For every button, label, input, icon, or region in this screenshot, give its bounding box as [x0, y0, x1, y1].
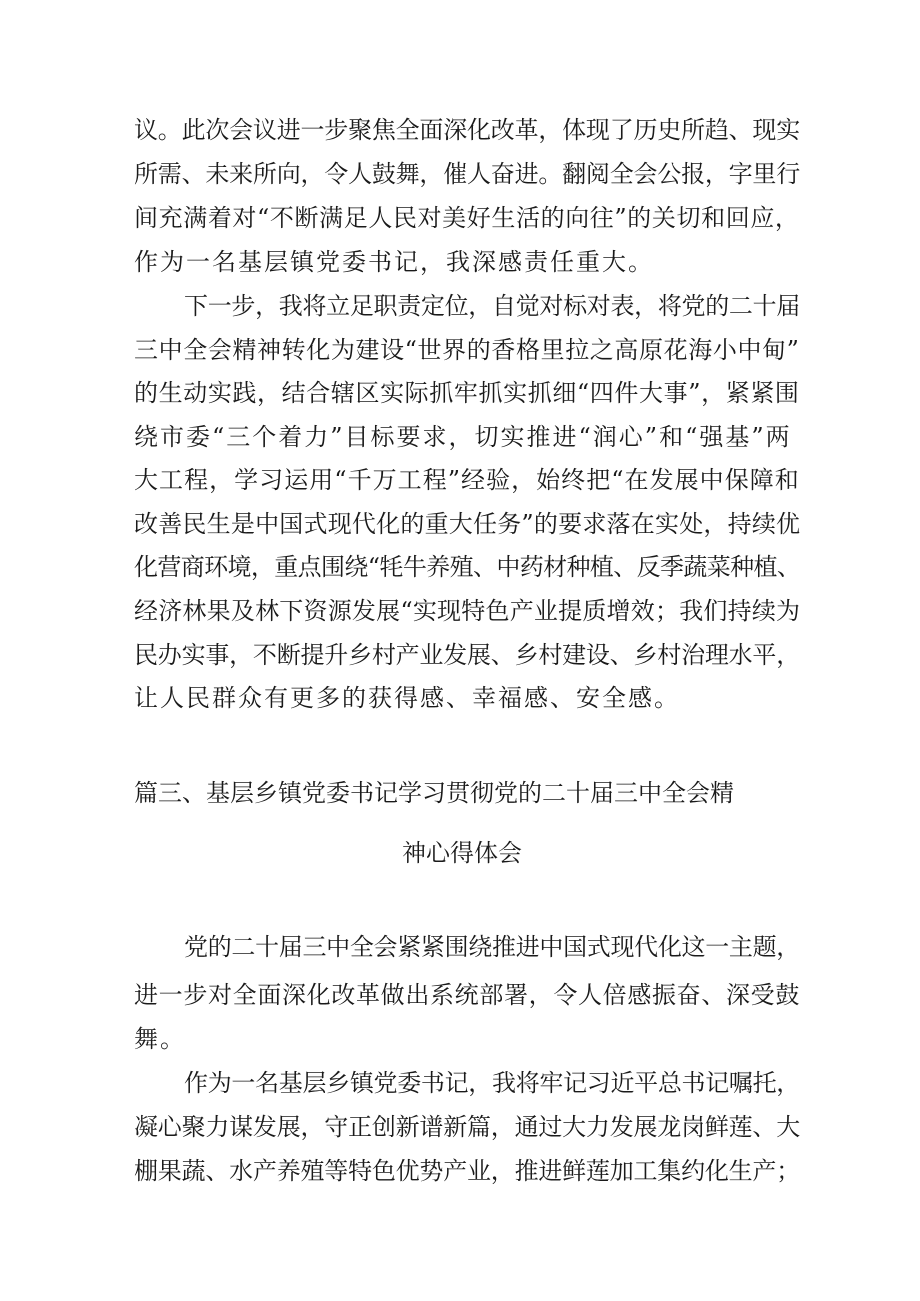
- paragraph-2-line: 化营商环境，重点围绕“牦牛养殖、中药材种植、反季蔬菜种植、: [134, 553, 801, 581]
- paragraph-2-line: 的生动实践，结合辖区实际抓牢抓实抓细“四件大事”，紧紧围: [134, 379, 800, 407]
- paragraph-2-line: 三中全会精神转化为建设“世界的香格里拉之高原花海小中甸”: [134, 336, 800, 364]
- paragraph-3-line: 进一步对全面深化改革做出系统部署，令人倍感振奋、深受鼓: [134, 981, 800, 1009]
- section-title-line-1: 篇三、基层乡镇党委书记学习贯彻党的二十届三中全会精: [134, 779, 734, 807]
- paragraph-4-line: 作为一名基层乡镇党委书记，我将牢记习近平总书记嘱托，: [184, 1069, 800, 1097]
- paragraph-4-line: 凝心聚力谋发展，守正创新谱新篇，通过大力发展龙岗鲜莲、大: [134, 1113, 800, 1141]
- paragraph-2-line: 让人民群众有更多的获得感、幸福感、安全感。: [134, 684, 680, 712]
- paragraph-1-line: 议。此次会议进一步聚焦全面深化改革，体现了历史所趋、现实: [134, 116, 800, 144]
- paragraph-2-line: 改善民生是中国式现代化的重大任务”的要求落在实处，持续优: [134, 510, 801, 538]
- paragraph-2-line: 经济林果及林下资源发展“实现特色产业提质增效；我们持续为: [134, 597, 801, 625]
- paragraph-3-line: 舞。: [134, 1025, 186, 1053]
- paragraph-1-line: 间充满着对“不断满足人民对美好生活的向往”的关切和回应，: [134, 204, 800, 232]
- paragraph-2-line: 下一步，我将立足职责定位，自觉对标对表，将党的二十届: [184, 292, 800, 320]
- paragraph-3-line: 党的二十届三中全会紧紧围绕推进中国式现代化这一主题，: [184, 933, 800, 961]
- paragraph-2-line: 民办实事，不断提升乡村产业发展、乡村建设、乡村治理水平，: [134, 641, 800, 669]
- paragraph-4-line: 棚果蔬、水产养殖等特色优势产业，推进鲜莲加工集约化生产；: [134, 1157, 800, 1185]
- paragraph-2-line: 绕市委“三个着力”目标要求，切实推进“润心”和“强基”两: [134, 423, 792, 451]
- section-title-line-2: 神心得体会: [402, 839, 522, 867]
- paragraph-1-line: 所需、未来所向，令人鼓舞，催人奋进。翻阅全会公报，字里行: [134, 160, 800, 188]
- paragraph-2-line: 大工程，学习运用“千万工程”经验，始终把“在发展中保障和: [134, 466, 800, 494]
- paragraph-1-line: 作为一名基层镇党委书记，我深感责任重大。: [134, 248, 654, 276]
